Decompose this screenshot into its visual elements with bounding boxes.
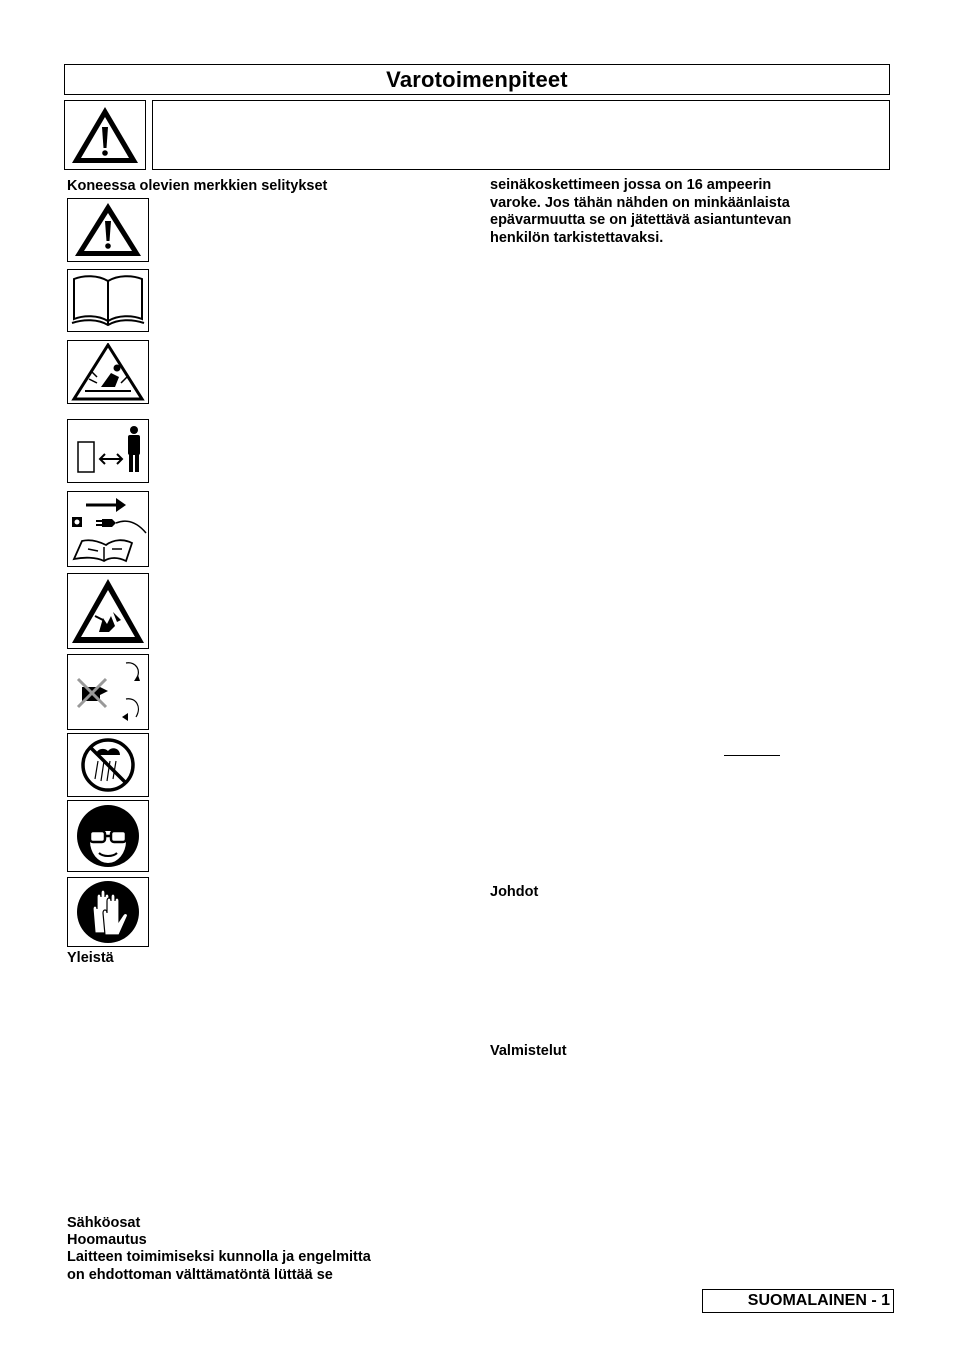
unplug-before-maintenance-icon: [68, 493, 148, 565]
page-label: SUOMALAINEN - 1: [747, 1292, 890, 1309]
underline-mark: [724, 755, 780, 756]
symbol-box-manual: [67, 269, 149, 332]
thrown-objects-warning-icon: [71, 343, 145, 401]
right-line-2: varoke. Jos tähän nähden on minkäänlaista: [490, 194, 790, 211]
electrical-heading: Sähköosat: [67, 1215, 141, 1231]
symbol-box-warning: [67, 198, 149, 262]
warning-text-box: [152, 100, 890, 170]
open-book-icon: [70, 273, 146, 329]
rotating-blade-warning-icon: [69, 576, 147, 646]
warning-triangle-icon: [69, 104, 141, 166]
title-box: [64, 64, 890, 95]
right-line-3: epävarmuutta se on jätettävä asiantuntevan: [490, 212, 792, 228]
keep-distance-icon: [70, 422, 146, 480]
warning-box: [64, 100, 146, 170]
symbols-heading: Koneessa olevien merkkien selitykset: [67, 178, 328, 194]
symbol-box-gloves: [67, 877, 149, 947]
cables-heading: Johdot: [490, 884, 539, 900]
eye-protection-icon: [75, 803, 141, 869]
keep-hands-away-icon: [70, 657, 146, 727]
warning-triangle-icon: [72, 201, 144, 259]
symbol-box-rain: [67, 733, 149, 797]
protective-gloves-icon: [75, 879, 141, 945]
note-heading: Hoomautus: [67, 1232, 147, 1248]
preparations-heading: Valmistelut: [490, 1043, 567, 1059]
right-line-1: seinäkoskettimeen jossa on 16 ampeerin: [490, 177, 772, 193]
symbol-box-blade: [67, 573, 149, 649]
symbol-box-eye-protection: [67, 800, 149, 872]
symbol-box-thrown-objects: [67, 340, 149, 404]
page-title: Varotoimenpiteet: [386, 66, 568, 92]
note-line-1: Laitteen toimimiseksi kunnolla ja engelmitta: [67, 1249, 371, 1265]
right-line-4: henkilön tarkistettavaksi.: [490, 229, 664, 246]
symbol-box-unplug: [67, 491, 149, 567]
symbol-box-distance: [67, 419, 149, 483]
general-heading: Yleistä: [67, 950, 114, 966]
note-line-2: on ehdottoman välttämatöntä lüttää se: [67, 1267, 333, 1283]
symbol-box-hands: [67, 654, 149, 730]
page-footer: [702, 1289, 894, 1313]
no-rain-icon: [78, 735, 138, 795]
